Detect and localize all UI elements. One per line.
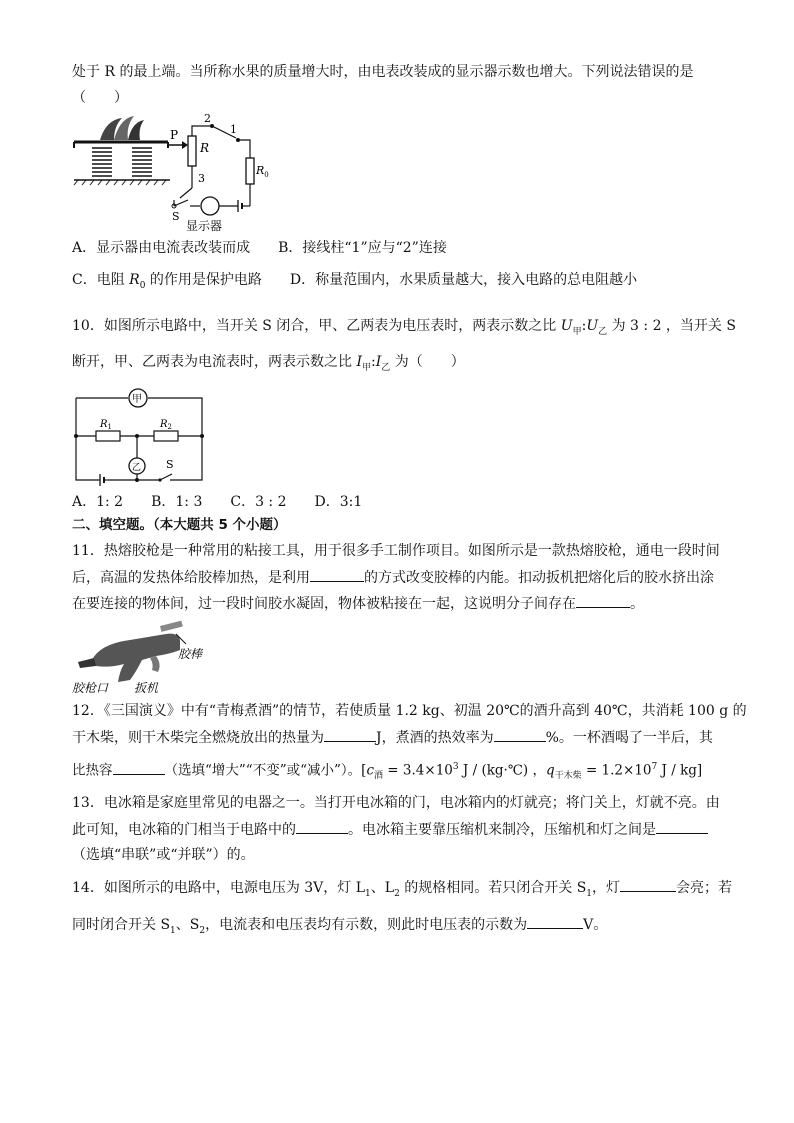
q10-label-R1: $R_1$ xyxy=(100,419,112,431)
q14-blank-1[interactable] xyxy=(620,877,676,892)
q14-blank-2[interactable] xyxy=(527,914,583,929)
section-2-title: 二、填空题。（本大题共 5 个小题） xyxy=(72,517,287,533)
q10-meter-yi: 乙 xyxy=(132,463,142,473)
q10-line2: 断开，甲、乙两表为电流表时，两表示数之比 $I_甲:I_乙$ 为（ ） xyxy=(72,354,465,373)
q9-stem-line2: （ ） xyxy=(72,90,128,106)
q11-label-rod: 胶棒 xyxy=(178,647,203,661)
q10-options: A．1: 2 B．1: 3 C．3 : 2 D．3:1 xyxy=(72,494,363,510)
q10-line1: 10．如图所示电路中，当开关 S 闭合，甲、乙两表为电压表时，两表示数之比 $U_甲:U_乙$ 为 3 : 2 ，当开关 S xyxy=(72,318,736,337)
q12-line1: 12．《三国演义》中有“青梅煮酒”的情节，若使质量 1.2 kg、初温 20℃的酒升高到 40℃，共消耗 100 g 的 xyxy=(72,703,747,719)
q11-line1: 11．热熔胶枪是一种常用的粘接工具，用于很多手工制作项目。如图所示是一款热熔胶枪，通电一段时间 xyxy=(72,543,720,559)
q14-line2: 同时闭合开关 $S_1$、$S_2$，电流表和电压表均有示数，则此时电压表的示数为 V。 xyxy=(72,914,732,941)
q9-options-row1: A．显示器由电流表改装而成 B．接线柱“1”应与“2”连接 xyxy=(72,240,447,256)
q9-stem-line1: 处于 R 的最上端。当所称水果的质量增大时，由电表改装成的显示器示数也增大。下列说法错误的是 xyxy=(72,64,694,80)
q9-label-S: S xyxy=(172,210,180,223)
q9-label-display: 显示器 xyxy=(186,219,223,233)
q12-blank-1[interactable] xyxy=(324,727,376,742)
q11-line3: 在要连接的物体间，过一段时间胶水凝固，物体被粘接在一起，这说明分子间存在 。 xyxy=(72,593,732,614)
q13-blank-1[interactable] xyxy=(296,819,348,834)
q13-blank-2[interactable] xyxy=(656,819,708,834)
q11-label-trigger: 扳机 xyxy=(134,681,159,695)
q9-label-1: 1 xyxy=(230,123,237,136)
q14-line1: 14．如图所示的电路中，电源电压为 3V，灯 $L_1$、$L_2$ 的规格相同。若只闭合开关 $S_1$，灯 会亮；若 xyxy=(72,877,732,904)
q11-blank-2[interactable] xyxy=(576,593,630,608)
q9-label-R0: $R_0$ xyxy=(256,164,269,179)
q9-scale-circuit-figure xyxy=(70,112,280,234)
q13-line1: 13．电冰箱是家庭里常见的电器之一。当打开电冰箱的门，电冰箱内的灯就亮；将门关上，灯就不亮。由 xyxy=(72,795,720,811)
q9-options-row2: C．电阻 $R_0$ 的作用是保护电路 D．称量范围内，水果质量越大，接入电路的总电阻越小 xyxy=(72,272,638,291)
q12-blank-3[interactable] xyxy=(113,760,165,775)
q11-glue-gun-figure xyxy=(70,616,220,696)
q13-line2: 此可知，电冰箱的门相当于电路中的 。电冰箱主要靠压缩机来制冷，压缩机和灯之间是 xyxy=(72,819,732,840)
q10-circuit-figure xyxy=(70,384,210,486)
q11-label-mouth: 胶枪口 xyxy=(72,681,109,695)
q13-line3: （选填“串联”或“并联”）的。 xyxy=(72,847,255,863)
q12-blank-2[interactable] xyxy=(494,727,546,742)
q9-label-R: R xyxy=(200,141,210,155)
q10-label-R2: $R_2$ xyxy=(160,419,172,431)
q11-blank-1[interactable] xyxy=(310,567,364,582)
q12-line2: 干木柴，则干木柴完全燃烧放出的热量为 J，煮酒的热效率为 %。一杯酒喝了一半后，其 xyxy=(72,727,732,748)
q10-label-S: S xyxy=(166,458,174,471)
q11-line2: 后，高温的发热体给胶棒加热，是利用 的方式改变胶棒的内能。扣动扳机把熔化后的胶水挤出涂 xyxy=(72,567,732,588)
q12-line3: 比热容 （选填“增大”“不变”或“减小”）。[$c_酒 = 3.4\times 10^3$ J / (kg·℃) ，$q_{干木柴} = 1.2\times 10^7$ J / kg] xyxy=(72,757,732,786)
q9-label-3: 3 xyxy=(198,172,205,185)
q9-label-2: 2 xyxy=(204,112,211,125)
q9-label-P: P xyxy=(170,128,179,142)
q10-meter-jia: 甲 xyxy=(132,394,142,405)
